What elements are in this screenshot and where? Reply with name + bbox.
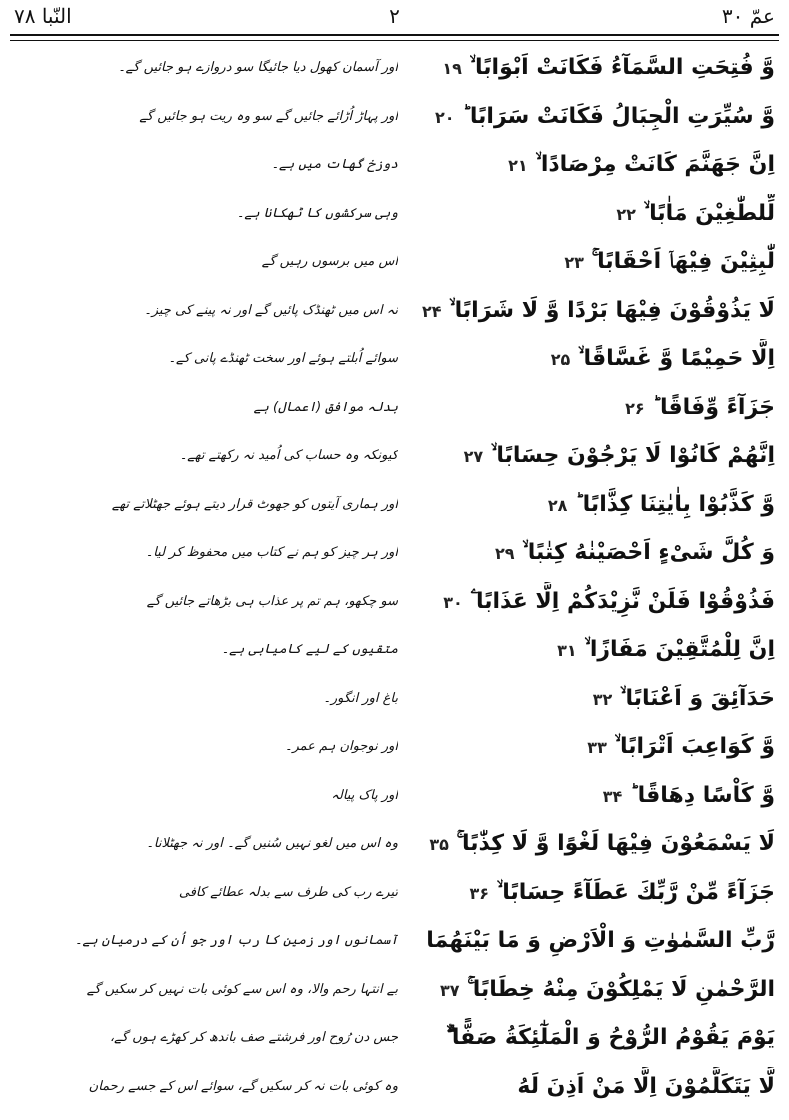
- urdu-translation: اور آسمان کھول دیا جائیگا سو دروازے ہو جائیں گے۔: [118, 60, 398, 75]
- arabic-verse: [405, 388, 775, 428]
- verse-number: ۳۲: [592, 689, 613, 709]
- verse-number: ۲۱: [508, 156, 528, 175]
- verse-number: ۲۶: [625, 398, 645, 418]
- arabic-verse: [405, 776, 775, 816]
- verse-row: [0, 1067, 789, 1107]
- verse-row: [0, 48, 789, 88]
- urdu-translation: بدلہ موافق (اعمال) ہے: [253, 399, 398, 415]
- arabic-text: لِّلطّٰغِیْنَ مَاٰبًا ۙ: [643, 200, 775, 226]
- verse-row: [0, 533, 789, 573]
- header-rule: [10, 34, 779, 36]
- verse-row: [0, 485, 789, 525]
- arabic-text: جَزَآءً مِّنْ رَّبِّكَ عَطَآءً حِسَابًا ۙ: [496, 879, 775, 905]
- arabic-text: لَا یَذُوْقُوْنَ فِیْهَا بَرْدًا وَّ لَا شَرَابًا ۙ: [449, 297, 775, 323]
- urdu-translation: وہ کوئی بات نہ کر سکیں گے، سوائے اس کے جسے رحمان: [88, 1078, 398, 1094]
- arabic-text: اِلَّا حَمِیْمًا وَّ غَسَّاقًا ۙ: [577, 346, 775, 371]
- arabic-text: فَذُوْقُوْا فَلَنْ نَّزِیْدَكُمْ اِلَّا عَذَابًا ۧ: [470, 588, 775, 614]
- arabic-text: لَا یَسْمَعُوْنَ فِیْهَا لَغْوًا وَّ لَا كِذّٰبًا ۚ: [456, 831, 775, 856]
- urdu-translation: دوزخ گھات میں ہے۔: [271, 157, 398, 172]
- arabic-text: اِنَّ لِلْمُتَّقِیْنَ مَفَازًا ۙ: [584, 637, 775, 662]
- arabic-verse: [405, 1018, 775, 1058]
- arabic-verse: [405, 194, 775, 234]
- verse-row: [0, 873, 789, 913]
- verse-row: [0, 679, 789, 719]
- urdu-translation: اور پہاڑ اُڑائے جائیں گے سو وہ ریت ہو جائیں گے: [139, 108, 398, 124]
- arabic-text: یَوْمَ یَقُوْمُ الرُّوْحُ وَ الْمَلٰٓئِكَةُ صَفًّا ۙۗ: [446, 1025, 775, 1050]
- verse-row: [0, 194, 789, 234]
- urdu-translation: سو چکھو، ہم تم پر عذاب ہی بڑھاتے جائیں گے: [146, 593, 398, 609]
- arabic-text: اِنَّ جَهَنَّمَ كَانَتْ مِرْصَادًا ۙ: [535, 152, 775, 177]
- verse-number: ۳۷: [440, 980, 460, 1000]
- verse-row: [0, 630, 789, 670]
- arabic-text: الرَّحْمٰنِ لَا یَمْلِكُوْنَ مِنْهُ خِطَابًا ۚ: [467, 976, 775, 1002]
- arabic-text: اِنَّهُمْ كَانُوْا لَا یَرْجُوْنَ حِسَابًا ۙ: [490, 443, 775, 468]
- arabic-text: وَّ سُيِّرَتِ الْجِبَالُ فَكَانَتْ سَرَابًا ؕ: [462, 103, 775, 129]
- verse-row: [0, 921, 789, 961]
- arabic-text: رَّبِّ السَّمٰوٰتِ وَ الْاَرْضِ وَ مَا بَیْنَهُمَا: [426, 928, 775, 953]
- urdu-translation: اور نوجوان ہم عمر۔: [284, 739, 398, 754]
- urdu-translation: بے انتہا رحم والا، وہ اس سے کوئی بات نہیں کر سکیں گے: [86, 981, 398, 997]
- arabic-verse: [405, 291, 775, 331]
- verse-row: [0, 970, 789, 1010]
- verse-number: ۲۵: [550, 350, 571, 369]
- urdu-translation: نہ اس میں ٹھنڈک پائیں گے اور نہ پینے کی چیز۔: [144, 302, 398, 318]
- arabic-text: وَّ كَذَّبُوْا بِاٰیٰتِنَا كِذَّابًا ؕ: [575, 491, 775, 517]
- verse-row: [0, 145, 789, 185]
- verse-number: ۳۳: [587, 738, 607, 757]
- urdu-translation: اور ہماری آیتوں کو جھوٹ قرار دیتے ہوئے جھٹلاتے تھے: [111, 496, 398, 512]
- verse-number: ۲۹: [495, 544, 515, 563]
- verse-number: ۲۰: [435, 107, 455, 127]
- verse-number: ۳۱: [557, 641, 577, 660]
- verse-number: ۲۲: [616, 204, 636, 224]
- arabic-text: وَ كُلَّ شَیْءٍ اَحْصَیْنٰهُ كِتٰبًا ۙ: [522, 540, 775, 565]
- header-rule-thin: [10, 40, 779, 41]
- arabic-verse: [405, 921, 775, 961]
- urdu-translation: کیونکہ وہ حساب کی اُمید نہ رکھتے تھے۔: [179, 448, 398, 463]
- verse-row: [0, 291, 789, 331]
- arabic-verse: [405, 727, 775, 767]
- verse-row: [0, 388, 789, 428]
- verse-number: ۳۴: [602, 786, 623, 806]
- arabic-text: لَّا یَتَكَلَّمُوْنَ اِلَّا مَنْ اَذِنَ لَهُ: [517, 1073, 775, 1099]
- arabic-verse: [405, 679, 775, 719]
- arabic-verse: [405, 242, 775, 282]
- urdu-translation: اور پاک پیالہ: [331, 787, 398, 803]
- surah-label: النّبا ۷۸: [14, 4, 72, 28]
- verse-row: [0, 339, 789, 379]
- urdu-translation: متقیوں کے لیے کامیابی ہے۔: [221, 642, 398, 657]
- arabic-verse: [405, 339, 775, 379]
- verse-number: ۲۷: [463, 447, 484, 466]
- verse-row: [0, 242, 789, 282]
- arabic-text: لّٰبِثِیْنَ فِیْهَاۤ اَحْقَابًا ۚ: [591, 249, 775, 274]
- urdu-translation: وہی سرکشوں کا ٹھکانا ہے۔: [236, 205, 398, 221]
- page-number: ۲: [389, 4, 400, 28]
- urdu-translation: سوائے اُبلتے ہوئے اور سخت ٹھنڈے پانی کے۔: [168, 351, 398, 366]
- urdu-translation: باغ اور انگور۔: [323, 690, 398, 706]
- verse-row: [0, 1018, 789, 1058]
- arabic-verse: [405, 630, 775, 670]
- verse-row: [0, 824, 789, 864]
- arabic-text: حَدَآئِقَ وَ اَعْنَابًا ۙ: [619, 685, 775, 711]
- verse-number: ۳۶: [469, 883, 490, 903]
- urdu-translation: اور ہر چیز کو ہم نے کتاب میں محفوظ کر لیا۔: [145, 545, 398, 560]
- urdu-translation: تیرے رب کی طرف سے بدلہ عطائے کافی: [178, 884, 398, 900]
- page-header: [10, 0, 779, 34]
- arabic-text: وَّ كَاْسًا دِهَاقًا ؕ: [629, 782, 775, 808]
- urdu-translation: اس میں برسوں رہیں گے: [261, 254, 398, 269]
- arabic-text: جَزَآءً وِّفَاقًا ؕ: [652, 394, 775, 420]
- urdu-translation: وہ اس میں لغو نہیں سُنیں گے۔ اور نہ جھٹلانا۔: [146, 836, 398, 851]
- verse-number: ۲۴: [421, 301, 442, 321]
- verse-row: [0, 436, 789, 476]
- arabic-verse: [405, 48, 775, 88]
- verse-row: [0, 582, 789, 622]
- arabic-verse: [405, 873, 775, 913]
- arabic-verse: [405, 824, 775, 864]
- arabic-verse: [405, 1067, 775, 1107]
- verse-row: [0, 776, 789, 816]
- verse-row: [0, 97, 789, 137]
- verse-number: ۱۹: [442, 59, 462, 78]
- arabic-verse: [405, 533, 775, 573]
- arabic-verse: [405, 970, 775, 1010]
- juz-label: عمّ ۳۰: [721, 4, 775, 28]
- urdu-translation: آسمانوں اور زمین کا رب اور جو اُن کے درمیان ہے۔: [74, 933, 398, 948]
- arabic-text: وَّ فُتِحَتِ السَّمَآءُ فَكَانَتْ اَبْوَابًا ۙ: [469, 55, 775, 80]
- arabic-text: وَّ كَوَاعِبَ اَتْرَابًا ۙ: [614, 734, 775, 759]
- verse-number: ۳۵: [429, 835, 449, 854]
- verse-row: [0, 727, 789, 767]
- arabic-verse: [405, 436, 775, 476]
- verse-number: ۲۳: [564, 253, 584, 272]
- verse-number: ۲۸: [547, 495, 568, 515]
- arabic-verse: [405, 97, 775, 137]
- arabic-verse: [405, 582, 775, 622]
- verse-number: ۳۰: [443, 592, 463, 612]
- arabic-verse: [405, 145, 775, 185]
- arabic-verse: [405, 485, 775, 525]
- urdu-translation: جس دن رُوح اور فرشتے صف باندھ کر کھڑے ہوں گے،: [109, 1030, 398, 1045]
